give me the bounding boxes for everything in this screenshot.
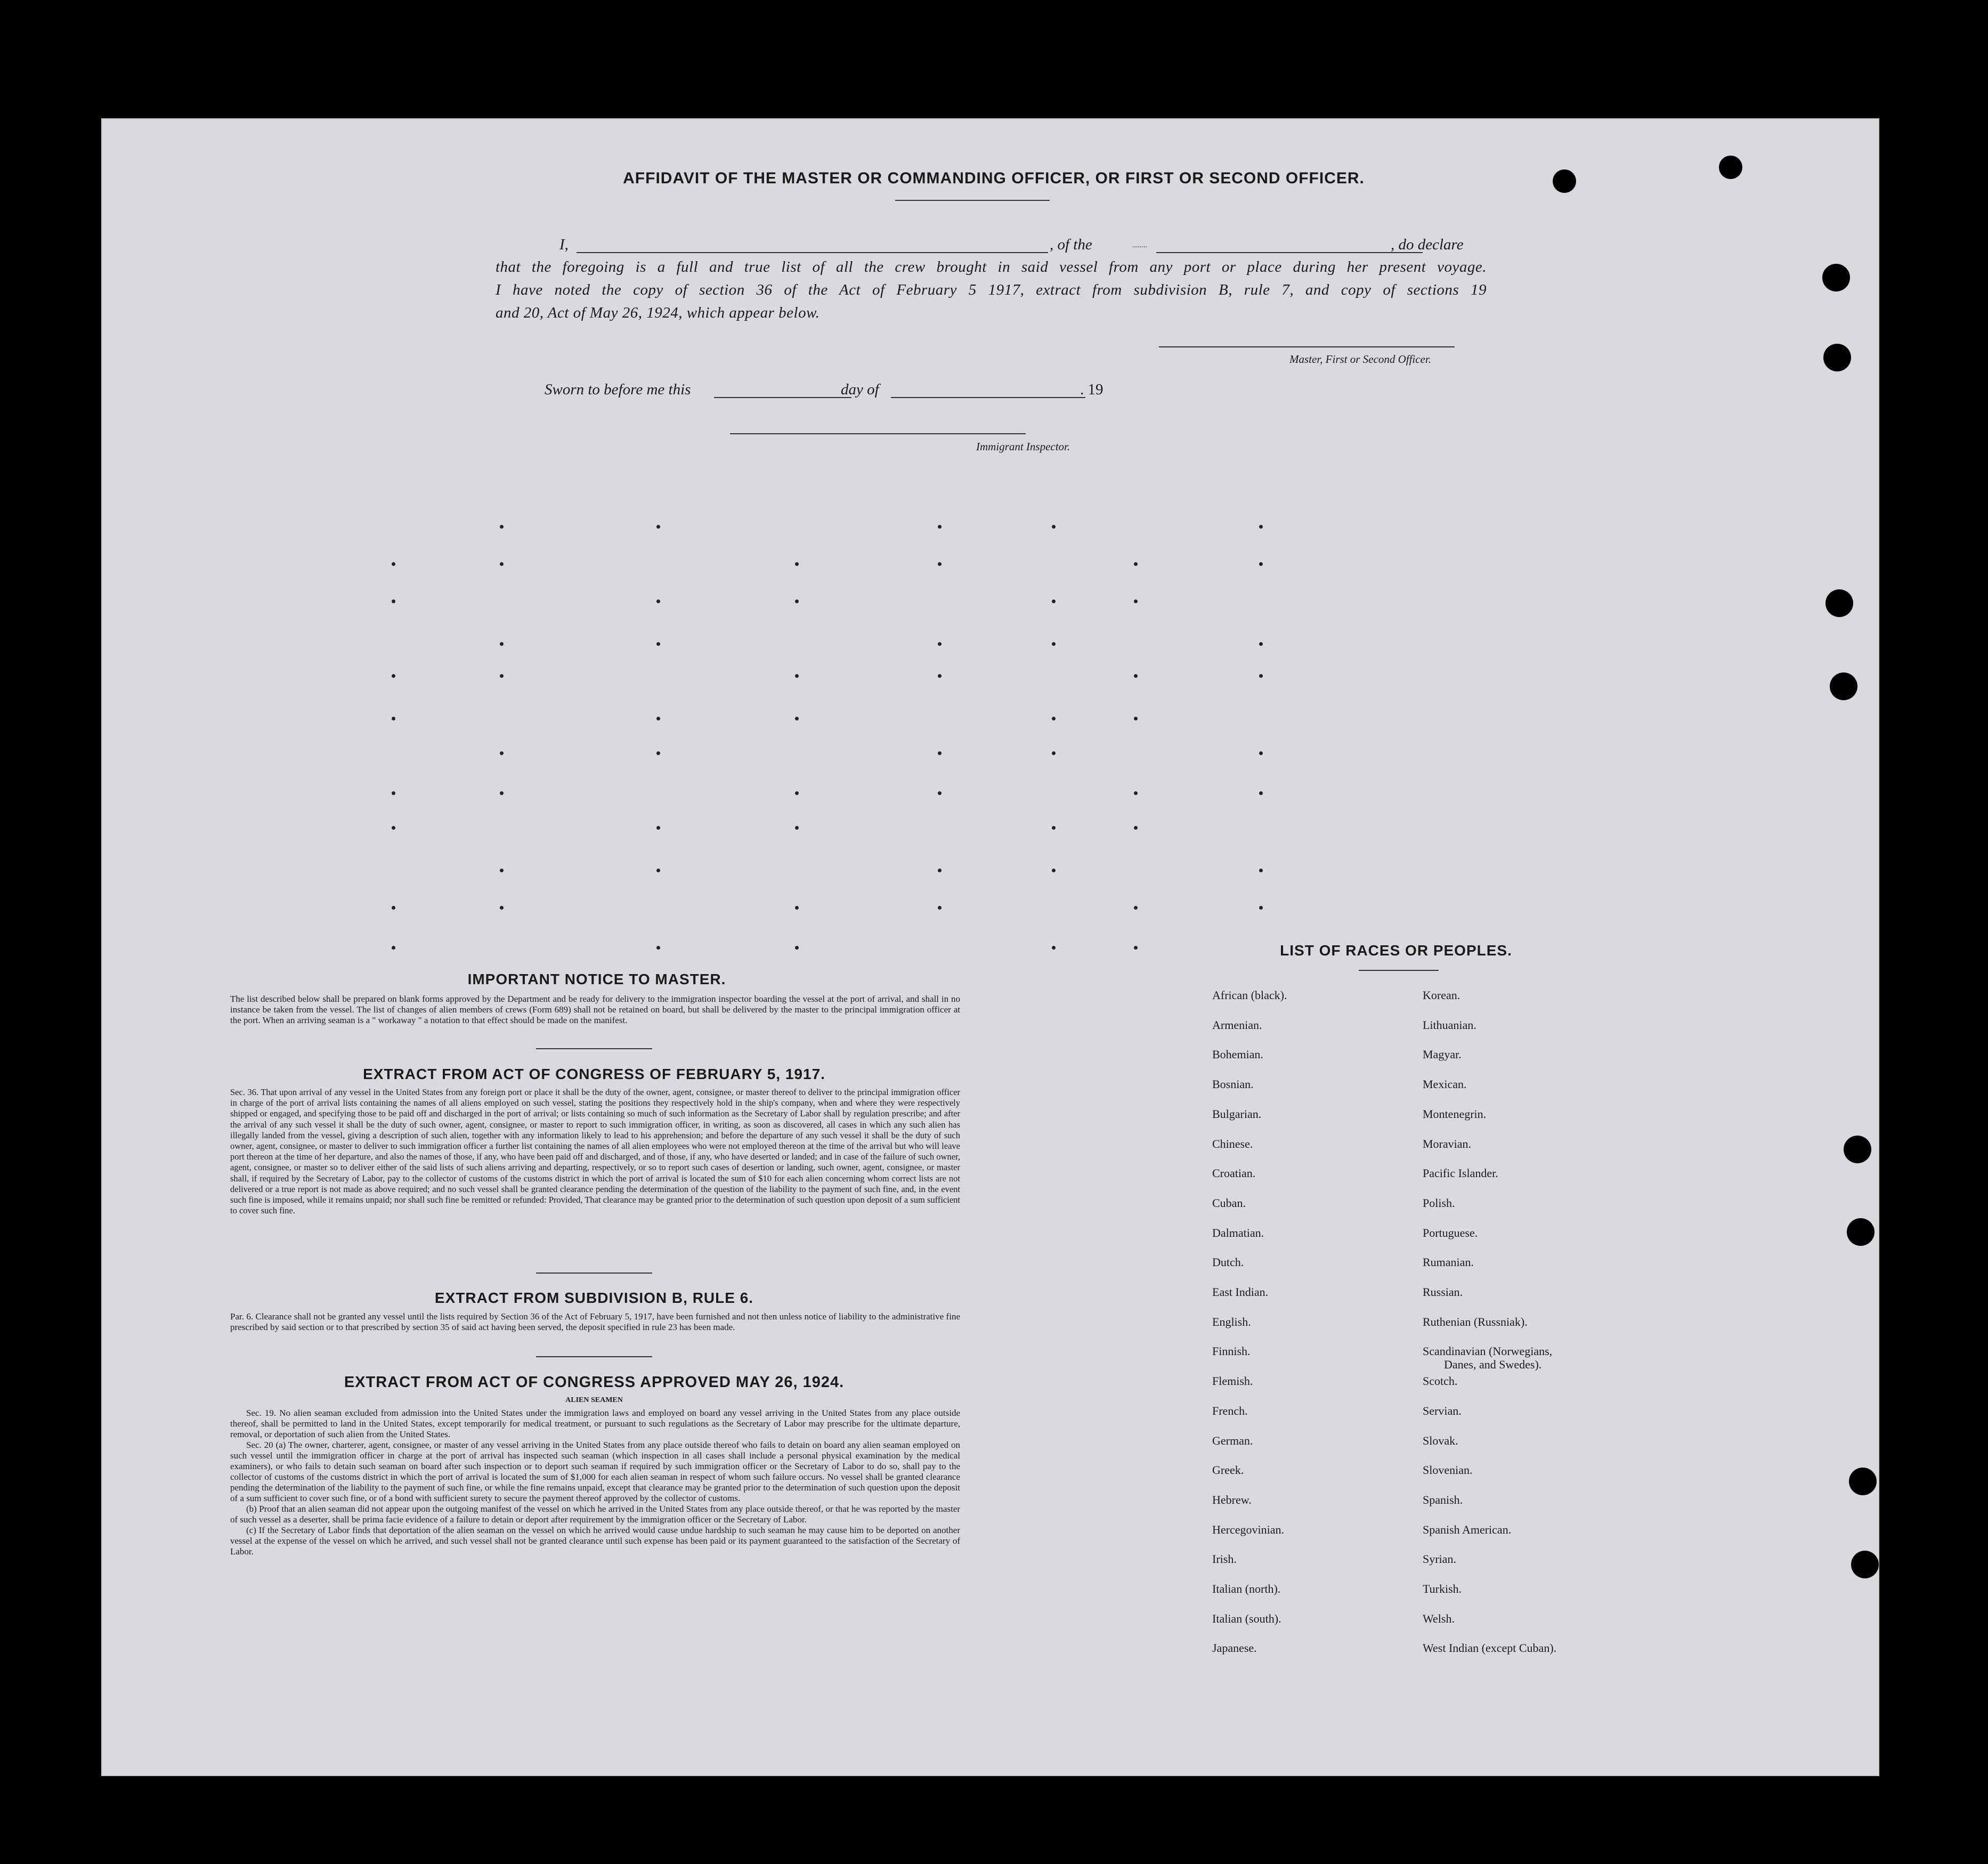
race-item: Bosnian. [1212,1077,1254,1091]
affidavit-title: AFFIDAVIT OF THE MASTER OR COMMANDING OFFICER, OR FIRST OR SECOND OFFICER. [623,169,1365,187]
race-item: German. [1212,1433,1253,1447]
day-of-label: day of [841,381,879,398]
grid-speck [1259,906,1263,910]
race-item: Moravian. [1423,1137,1472,1150]
grid-speck [656,869,660,872]
do-declare-label: , do declare [1391,236,1464,253]
grid-speck [1134,826,1138,830]
race-item: Croatian. [1212,1166,1256,1180]
grid-speck [795,562,799,566]
grid-speck [795,599,799,603]
subdivision-title: EXTRACT FROM SUBDIVISION B, RULE 6. [434,1290,754,1306]
grid-speck [938,791,942,795]
race-item: East Indian. [1212,1285,1269,1299]
grid-speck [1259,562,1263,566]
race-item: Russian. [1423,1285,1463,1299]
title-underline [895,200,1050,201]
grid-speck [392,599,395,603]
punch-hole [1851,1551,1879,1578]
race-item: West Indian (except Cuban). [1423,1641,1557,1655]
grid-speck [500,562,504,566]
race-item: Servian. [1423,1404,1462,1417]
grid-speck [392,717,395,720]
grid-speck [500,525,504,529]
grid-speck [1052,599,1056,603]
year-label: . 19 [1080,381,1103,398]
grid-speck [392,791,395,795]
punch-hole [1825,589,1853,617]
grid-speck [656,826,660,830]
race-item: Scotch. [1423,1374,1458,1388]
grid-speck [1259,525,1263,529]
grid-speck [656,751,660,755]
race-item: Chinese. [1212,1137,1253,1150]
grid-speck [938,869,942,872]
grid-speck [1052,946,1056,950]
race-item: Flemish. [1212,1374,1253,1388]
grid-speck [795,906,799,910]
inspector-label: Immigrant Inspector. [976,440,1070,453]
affidavit-line4: and 20, Act of May 26, 1924, which appear below. [496,304,820,321]
grid-speck [392,826,395,830]
race-item: Scandinavian (Norwegians, [1423,1344,1553,1358]
grid-speck [938,751,942,755]
of-the-label: , of the [1050,236,1092,253]
grid-speck [1259,674,1263,678]
race-item: Polish. [1423,1196,1455,1210]
dash-mark: ........ [1132,241,1147,249]
grid-speck [1134,791,1138,795]
grid-speck [1052,869,1056,872]
punch-hole [1844,1136,1871,1163]
signature-line[interactable] [1159,346,1455,347]
grid-speck [656,717,660,720]
race-item: Pacific Islander. [1423,1166,1498,1180]
grid-speck [500,906,504,910]
grid-speck [795,791,799,795]
grid-speck [938,525,942,529]
notice-body: The list described below shall be prepared on blank forms approved by the Department and be ready for delivery to the immigration inspector boarding the vessel at the port of arrival, and shall in no instance be taken from the vessel. The list of changes of alien members of crews (Form 689) shall not be retained on board, but shall be delivered by the master to the principal immigration officer at the port. When an arriving seaman is a " workaway " a notation to that effect should be made on the manifest. [230,994,960,1025]
race-item: Rumanian. [1423,1255,1474,1269]
affidavit-line1 [559,236,1488,257]
month-blank[interactable] [891,397,1085,398]
grid-speck [795,717,799,720]
affidavit-line2: that the foregoing is a full and true list of all the crew brought in said vessel from any port or place during her present voyage. [496,258,1487,275]
grid-speck [656,642,660,646]
grid-speck [500,869,504,872]
affidavit-line3: I have noted the copy of section 36 of the Act of February 5 1917, extract from subdivision B, rule 7, and copy of sections 19 [496,281,1487,298]
race-item: Spanish. [1423,1493,1463,1506]
grid-speck [1052,525,1056,529]
race-item: Slovak. [1423,1433,1458,1447]
race-item: Spanish American. [1423,1522,1512,1536]
race-item: Hercegovinian. [1212,1522,1284,1536]
name-blank[interactable] [577,252,1048,253]
race-item: Ruthenian (Russniak). [1423,1315,1528,1328]
sec-20b: (b) Proof that an alien seaman did not appear upon the outgoing manifest of the vessel on which he arrived in the United States from any place outside thereof, or that he was reported by the master of such vessel as a deserter, shall be prima facie evidence of a failure to detain or deport after requirement by the immigration officer or the Secretary of Labor. [230,1504,960,1525]
grid-speck [500,674,504,678]
race-item: Greek. [1212,1463,1244,1477]
grid-speck [1259,642,1263,646]
grid-speck [1052,826,1056,830]
grid-speck [656,599,660,603]
race-item: Dalmatian. [1212,1226,1264,1239]
grid-speck [795,826,799,830]
race-item: Korean. [1423,988,1460,1002]
i-label: I, [559,236,569,253]
grid-speck [938,674,942,678]
grid-speck [795,674,799,678]
grid-speck [1134,946,1138,950]
punch-hole [1823,344,1851,371]
grid-speck [1052,751,1056,755]
race-item: French. [1212,1404,1248,1417]
race-item: Turkish. [1423,1582,1462,1595]
grid-speck [392,906,395,910]
grid-speck [938,562,942,566]
grid-speck [392,674,395,678]
grid-speck [1134,599,1138,603]
grid-speck [1052,717,1056,720]
punch-hole [1830,672,1857,700]
race-item: Mexican. [1423,1077,1467,1091]
sec-19: Sec. 19. No alien seaman excluded from admission into the United States under the immigration laws and employed on board any vessel arriving in the United States from any place outside thereof, shall be permitted to land in the United States, except temporarily for medical treatment, or pursuant to such regulations as the Secretary of Labor may prescribe for the ultimate departure, removal, or deportation of such alien from the United States. [230,1408,960,1439]
punch-hole [1719,156,1742,179]
grid-speck [938,906,942,910]
race-item: Finnish. [1212,1344,1251,1358]
grid-speck [500,751,504,755]
race-item: Dutch. [1212,1255,1244,1269]
race-item: Italian (north). [1212,1582,1281,1595]
grid-speck [795,946,799,950]
extract-1924-body [230,1408,960,1557]
race-item: Irish. [1212,1552,1237,1566]
race-item: Japanese. [1212,1641,1257,1655]
divider [536,1356,652,1357]
sworn-label: Sworn to before me this [545,381,691,398]
races-underline [1359,970,1439,971]
race-item: Armenian. [1212,1018,1262,1032]
grid-speck [1259,869,1263,872]
punch-hole [1849,1468,1877,1495]
race-item: Magyar. [1423,1048,1462,1061]
alien-seamen-subtitle: ALIEN SEAMEN [565,1396,623,1404]
punch-hole [1553,169,1576,193]
grid-speck [1134,674,1138,678]
race-item: Lithuanian. [1423,1018,1476,1032]
divider [536,1273,652,1274]
punch-hole [1847,1218,1875,1246]
grid-speck [392,946,395,950]
grid-speck [938,642,942,646]
race-item: African (black). [1212,988,1287,1002]
grid-speck [1134,717,1138,720]
extract-1917-title: EXTRACT FROM ACT OF CONGRESS OF FEBRUARY 5, 1917. [363,1066,825,1082]
race-item: Syrian. [1423,1552,1456,1566]
signature-label: Master, First or Second Officer. [1289,353,1431,366]
race-item: Slovenian. [1423,1463,1473,1477]
race-item: Portuguese. [1423,1226,1478,1239]
sworn-line [545,381,1131,402]
race-item: Welsh. [1423,1611,1455,1625]
race-item: Montenegrin. [1423,1107,1487,1121]
notice-title: IMPORTANT NOTICE TO MASTER. [467,971,726,987]
races-title: LIST OF RACES OR PEOPLES. [1280,942,1512,959]
race-item: Italian (south). [1212,1611,1281,1625]
vessel-blank[interactable] [1156,252,1423,253]
grid-speck [1052,642,1056,646]
grid-speck [1259,791,1263,795]
race-item: Cuban. [1212,1196,1246,1210]
grid-speck [1134,906,1138,910]
grid-speck [500,791,504,795]
grid-speck [1134,562,1138,566]
grid-speck [392,562,395,566]
inspector-signature-line[interactable] [730,433,1026,434]
sec-20c: (c) If the Secretary of Labor finds that deportation of the alien seaman on the vessel on which he arrived would cause undue hardship to such seaman he may cause him to be deported on another vessel at the expense of the vessel on which he arrived, and such vessel shall not be granted clearance until such expense has been paid or its payment guaranteed to the satisfaction of the Secretary of Labor. [230,1525,960,1557]
extract-1924-title: EXTRACT FROM ACT OF CONGRESS APPROVED MAY 26, 1924. [344,1374,845,1391]
race-item: Bohemian. [1212,1048,1263,1061]
divider [536,1048,652,1049]
grid-speck [1259,751,1263,755]
race-item: English. [1212,1315,1251,1328]
day-blank[interactable] [714,397,851,398]
grid-speck [656,946,660,950]
extract-1917-body: Sec. 36. That upon arrival of any vessel in the United States from any foreign port or place it shall be the duty of the owner, agent, consignee, or master thereof to deliver to the principal immigration officer in charge of the port of arrival lists containing the names of all aliens employed on such vessel, stating the positions they respectively hold in the ship's company, when and where they were respectively shipped or engaged, and specifying those to be paid off and discharged in the port of arrival; or lists containing so much of such information as the Secretary of Labor shall by regulation prescribe; and after the arrival of any such vessel it shall be the duty of such owner, agent, consignee, or master to report to such immigration officer, in writing, as soon as discovered, all cases in which any such alien has illegally landed from the vessel, giving a description of such alien, together with any information likely to lead to his apprehension; and before the departure of any such vessel it shall be the duty of such owner, agent, consignee, or master to deliver to such immigration officer a further list containing the names of all alien employees who were not employed thereon at the time of the arrival but who will leave port thereon at the time of her departure, and also the names of those, if any, who have been paid off and discharged, and of those, if any, who have deserted or landed; and in case of the failure of such owner, agent, consignee, or master so to deliver either of the said lists of such aliens arriving and departing, respectively, or so to report such cases of desertion or landing, such owner, agent, consignee, or master shall, if required by the Secretary of Labor, pay to the collector of customs of the customs district in which the port of arrival is located the sum of $10 for each alien concerning whom correct lists are not delivered or a true report is not made as above required; and no such vessel shall be granted clearance pending the determination of the question of the liability to the payment of such fine, and, in the event such fine is imposed, while it remains unpaid; nor shall such fine be remitted or refunded: Provided, That clearance may be granted prior to the determination of such question upon deposit of a sum sufficient to cover such fine. [230,1087,960,1216]
race-item: Hebrew. [1212,1493,1252,1506]
subdivision-body: Par. 6. Clearance shall not be granted any vessel until the lists required by Section 36 of the Act of February 5, 1917, have been furnished and not then unless notice of liability to the administrative fine prescribed by said section or to that prescribed by section 35 of said act having been served, the deposit specified in rule 23 has been made. [230,1311,960,1332]
race-item-continued: Danes, and Swedes). [1444,1358,1542,1371]
race-item: Bulgarian. [1212,1107,1262,1121]
grid-speck [656,525,660,529]
punch-hole [1822,264,1850,291]
grid-speck [500,642,504,646]
sec-20a: Sec. 20 (a) The owner, charterer, agent, consignee, or master of any vessel arriving in the United States from any place outside thereof who fails to detain on board any alien seaman employed on such vessel until the immigration officer in charge at the port of arrival has inspected such seaman (which inspection in all cases shall include a personal physical examination by the medical examiners), or who fails to detain such seaman on board after such inspection or to deport such seaman if required by such immigration officer or the Secretary of Labor to do so, shall pay to the collector of customs of the customs district in which the port of arrival is located the sum of $1,000 for each alien seaman in respect of whom such failure occurs. No vessel shall be granted clearance pending the determination of the liability to the payment of such fine, or while the fine remains unpaid, except that clearance may be granted prior to the determination of such question upon the deposit of a sum sufficient to cover such fine, or of a bond with sufficient surety to secure the payment thereof approved by the collector of customs. [230,1440,960,1503]
